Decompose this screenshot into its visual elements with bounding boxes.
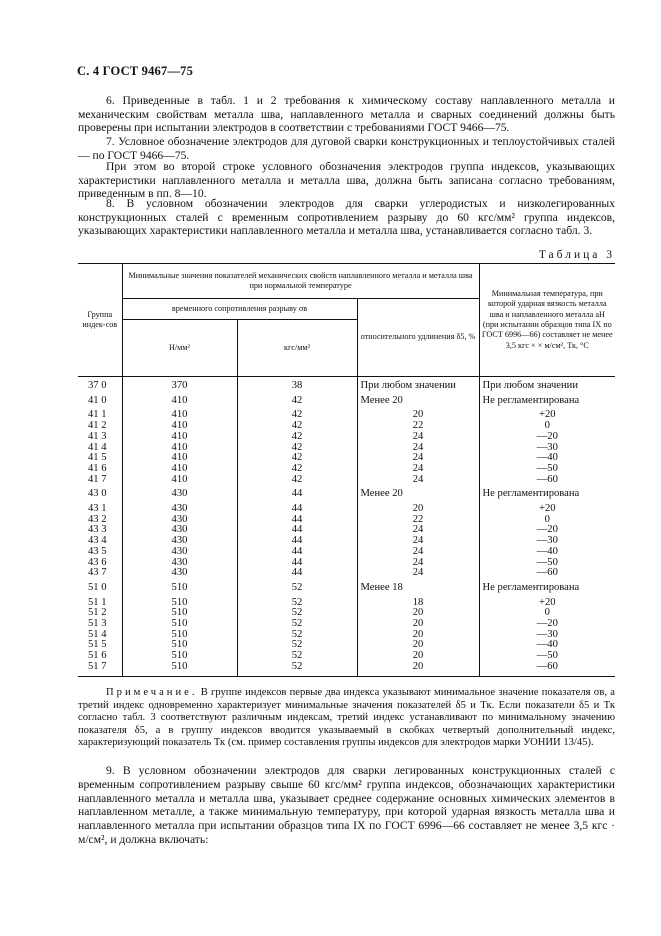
table-row: [78, 396, 615, 407]
cell-elongation: 20: [357, 640, 479, 651]
table-row: [78, 377, 615, 392]
cell-elongation: 20: [357, 662, 479, 676]
table-row: [78, 515, 615, 526]
cell-elongation: Менее 18: [357, 583, 479, 594]
table-note: [78, 687, 615, 750]
table-row: [78, 651, 615, 662]
page-header: С. 4 ГОСТ 9467—75: [77, 64, 194, 78]
cell-kgs: 52: [237, 651, 357, 662]
cell-temperature: 0: [544, 607, 550, 619]
cell-temperature: —20: [536, 524, 558, 536]
cell-group: 41 5: [78, 453, 122, 464]
header-unit-kgs-mm2: кгс/мм²: [237, 320, 357, 377]
cell-temperature: +20: [538, 596, 556, 608]
cell-temperature: —20: [536, 618, 558, 630]
cell-group: 43 3: [78, 525, 122, 536]
cell-temperature: 0: [544, 420, 550, 432]
cell-group: 51 5: [78, 640, 122, 651]
header-group: Группа индек-сов: [78, 264, 122, 377]
cell-group: 51 2: [78, 608, 122, 619]
table-row: [78, 630, 615, 641]
cell-elongation: 20: [357, 619, 479, 630]
header-min-temperature: Минимальная температура, при которой ударная вязкость металла шва и наплавленного металла aН (при испытании образцов типа IX по ГОСТ 6996—66) составляет не менее 3,5 кгс × × м/см², Тк, °С: [479, 264, 615, 377]
cell-nmm2: 510: [122, 608, 237, 619]
cell-kgs: 52: [237, 608, 357, 619]
cell-kgs: 44: [237, 515, 357, 526]
header-elongation: относительного удлинения δ5, %: [357, 299, 479, 377]
cell-nmm2: 510: [122, 662, 237, 676]
cell-nmm2: 410: [122, 443, 237, 454]
cell-temperature: —50: [536, 650, 558, 662]
cell-group: 43 4: [78, 536, 122, 547]
paragraph-8: 8. В условном обозначении электродов для сварки углеродистых и низколегированных конструкционных сталей с временным сопротивлением разрыву до 60 кгс/мм² группа индексов, указывающих характеристики наплавленного металла и металла шва, устанавливается согласно табл. 3.: [78, 197, 615, 238]
table-3: [78, 263, 615, 677]
cell-elongation: 20: [357, 608, 479, 619]
cell-kgs: 42: [237, 410, 357, 421]
table-row: [78, 608, 615, 619]
cell-kgs: 44: [237, 558, 357, 569]
cell-group: 51 1: [78, 598, 122, 609]
cell-nmm2: 430: [122, 515, 237, 526]
cell-group: 51 7: [78, 662, 122, 676]
cell-group: 41 6: [78, 464, 122, 475]
paragraph-9: 9. В условном обозначении электродов для сварки легированных конструкционных сталей с временным сопротивлением разрыву свыше 60 кгс/мм² группа индексов, обозначающих характеристики наплавленного металла и металла шва, указывает среднее содержание основных химических элементов в наплавленном металле, а также минимальную температуру, при которой ударная вязкость металла шва и наплавленного металла при испытании образцов типа IX по ГОСТ 6996—66 составляет не менее 3,5 кгс · м/см², и должна включать:: [78, 764, 615, 846]
cell-group: 43 6: [78, 558, 122, 569]
paragraph-7-continuation: При этом во второй строке условного обозначения электродов группа индексов, указывающих характеристики наплавленного металла и металла шва, должна быть записана согласно требованиям, приведенным в пп. 8—10.: [78, 160, 615, 201]
table-caption: Таблица 3: [538, 249, 615, 261]
table-row: [78, 619, 615, 630]
table-row: [78, 598, 615, 609]
cell-temperature: —40: [536, 639, 558, 651]
cell-nmm2: 430: [122, 525, 237, 536]
table-row: [78, 662, 615, 676]
cell-nmm2: 510: [122, 630, 237, 641]
cell-kgs: 44: [237, 504, 357, 515]
cell-nmm2: 370: [122, 377, 237, 392]
cell-kgs: 44: [237, 489, 357, 500]
table-row: [78, 421, 615, 432]
note-label: Примечание.: [106, 687, 198, 698]
cell-temperature: Не регламентирована: [482, 394, 580, 406]
cell-group: 43 2: [78, 515, 122, 526]
cell-elongation: 24: [357, 464, 479, 475]
cell-nmm2: 430: [122, 489, 237, 500]
paragraph-6: 6. Приведенные в табл. 1 и 2 требования к химическому составу наплавленного металла и механическим свойствам металла шва, наплавленного металла и сварных соединений должны быть проверены при испытании электродов в соответствии с требованиями ГОСТ 9466—75.: [78, 94, 615, 135]
cell-nmm2: 430: [122, 504, 237, 515]
table-row: [78, 464, 615, 475]
cell-nmm2: 510: [122, 619, 237, 630]
cell-elongation: 24: [357, 525, 479, 536]
cell-group: 51 3: [78, 619, 122, 630]
cell-temperature: —40: [536, 545, 558, 557]
cell-temperature: —30: [536, 535, 558, 547]
cell-elongation: 22: [357, 421, 479, 432]
cell-nmm2: 430: [122, 568, 237, 579]
cell-temperature: 0: [544, 513, 550, 525]
header-min-properties: Минимальные значения показателей механических свойств наплавленного металла и металла шва при нормальной температуре: [122, 264, 479, 299]
cell-kgs: 52: [237, 583, 357, 594]
cell-kgs: 44: [237, 568, 357, 579]
table-row: [78, 536, 615, 547]
cell-group: 43 0: [78, 489, 122, 500]
cell-group: 43 7: [78, 568, 122, 579]
cell-elongation: При любом значении: [357, 377, 479, 392]
cell-nmm2: 430: [122, 536, 237, 547]
cell-group: 43 1: [78, 504, 122, 515]
cell-elongation: 20: [357, 630, 479, 641]
cell-group: 41 0: [78, 396, 122, 407]
cell-elongation: 24: [357, 453, 479, 464]
cell-elongation: 24: [357, 547, 479, 558]
table-row: [78, 443, 615, 454]
cell-kgs: 42: [237, 464, 357, 475]
cell-kgs: 52: [237, 630, 357, 641]
cell-elongation: 24: [357, 558, 479, 569]
cell-temperature: —50: [536, 556, 558, 568]
cell-nmm2: 430: [122, 558, 237, 569]
cell-nmm2: 410: [122, 432, 237, 443]
cell-group: 41 7: [78, 475, 122, 486]
paragraph-7: 7. Условное обозначение электродов для дуговой сварки конструкционных и теплоустойчивых сталей — по ГОСТ 9466—75.: [78, 135, 615, 162]
cell-elongation: Менее 20: [357, 396, 479, 407]
cell-nmm2: 410: [122, 464, 237, 475]
cell-kgs: 42: [237, 396, 357, 407]
cell-temperature: —30: [536, 628, 558, 640]
cell-elongation: 22: [357, 515, 479, 526]
cell-kgs: 38: [237, 377, 357, 392]
cell-kgs: 52: [237, 640, 357, 651]
cell-nmm2: 510: [122, 640, 237, 651]
table-row: [78, 475, 615, 486]
cell-elongation: 24: [357, 568, 479, 579]
table-row: [78, 504, 615, 515]
cell-temperature: —30: [536, 441, 558, 453]
cell-elongation: 24: [357, 475, 479, 486]
cell-kgs: 44: [237, 525, 357, 536]
table-row: [78, 568, 615, 579]
cell-nmm2: 510: [122, 583, 237, 594]
cell-kgs: 42: [237, 421, 357, 432]
table-row: [78, 640, 615, 651]
cell-kgs: 52: [237, 662, 357, 676]
table-row: [78, 453, 615, 464]
table-row: [78, 489, 615, 500]
cell-group: 41 1: [78, 410, 122, 421]
cell-temperature: —60: [536, 567, 558, 579]
cell-kgs: 42: [237, 443, 357, 454]
table-row: [78, 525, 615, 536]
cell-temperature: —20: [536, 430, 558, 442]
cell-group: 37 0: [78, 377, 122, 392]
cell-group: 51 6: [78, 651, 122, 662]
cell-elongation: 18: [357, 598, 479, 609]
cell-nmm2: 410: [122, 453, 237, 464]
cell-temperature: —60: [536, 473, 558, 485]
cell-kgs: 44: [237, 547, 357, 558]
cell-elongation: 20: [357, 651, 479, 662]
cell-group: 51 0: [78, 583, 122, 594]
header-unit-nmm2: Н/мм²: [122, 320, 237, 377]
cell-group: 41 3: [78, 432, 122, 443]
cell-temperature: —40: [536, 452, 558, 464]
cell-nmm2: 410: [122, 421, 237, 432]
cell-nmm2: 410: [122, 396, 237, 407]
cell-elongation: 24: [357, 432, 479, 443]
cell-temperature: —50: [536, 462, 558, 474]
note-text: В группе индексов первые два индекса указывают минимальное значение показателя σв, а третий индекс одновременно характеризует минимальные значения показателей δ5 и Тк. Если показатели δ5 и Тк согласно табл. 3 соответствуют различным индексам, третий индекс устанавливают по минимальному значению показателя δ5, а в группу индексов вводится указываемый в скобках четвертый дополнительный индекс, характеризующий показатель Тк (см. пример составления группы индексов для электродов марки УОНИИ 13/45).: [78, 687, 615, 749]
table-row: [78, 547, 615, 558]
table-row: [78, 432, 615, 443]
cell-nmm2: 510: [122, 651, 237, 662]
cell-elongation: 24: [357, 536, 479, 547]
cell-nmm2: 510: [122, 598, 237, 609]
cell-kgs: 52: [237, 619, 357, 630]
cell-group: 51 4: [78, 630, 122, 641]
table-row: [78, 583, 615, 594]
cell-group: 41 4: [78, 443, 122, 454]
cell-kgs: 42: [237, 432, 357, 443]
cell-kgs: 42: [237, 453, 357, 464]
cell-temperature: +20: [538, 503, 556, 515]
cell-temperature: Не регламентирована: [482, 581, 580, 593]
cell-elongation: 20: [357, 410, 479, 421]
cell-kgs: 52: [237, 598, 357, 609]
cell-kgs: 44: [237, 536, 357, 547]
cell-elongation: 20: [357, 504, 479, 515]
cell-group: 43 5: [78, 547, 122, 558]
cell-nmm2: 430: [122, 547, 237, 558]
table-row: [78, 558, 615, 569]
table-row: [78, 410, 615, 421]
cell-nmm2: 410: [122, 410, 237, 421]
cell-temperature: При любом значении: [482, 380, 579, 391]
cell-kgs: 42: [237, 475, 357, 486]
cell-elongation: 24: [357, 443, 479, 454]
table-body: [78, 377, 615, 677]
cell-group: 41 2: [78, 421, 122, 432]
cell-temperature: Не регламентирована: [482, 488, 580, 500]
cell-elongation: Менее 20: [357, 489, 479, 500]
cell-temperature: —60: [479, 662, 615, 676]
cell-temperature: +20: [538, 409, 556, 421]
header-tensile-strength: временного сопротивления разрыву σв: [122, 299, 357, 320]
cell-nmm2: 410: [122, 475, 237, 486]
